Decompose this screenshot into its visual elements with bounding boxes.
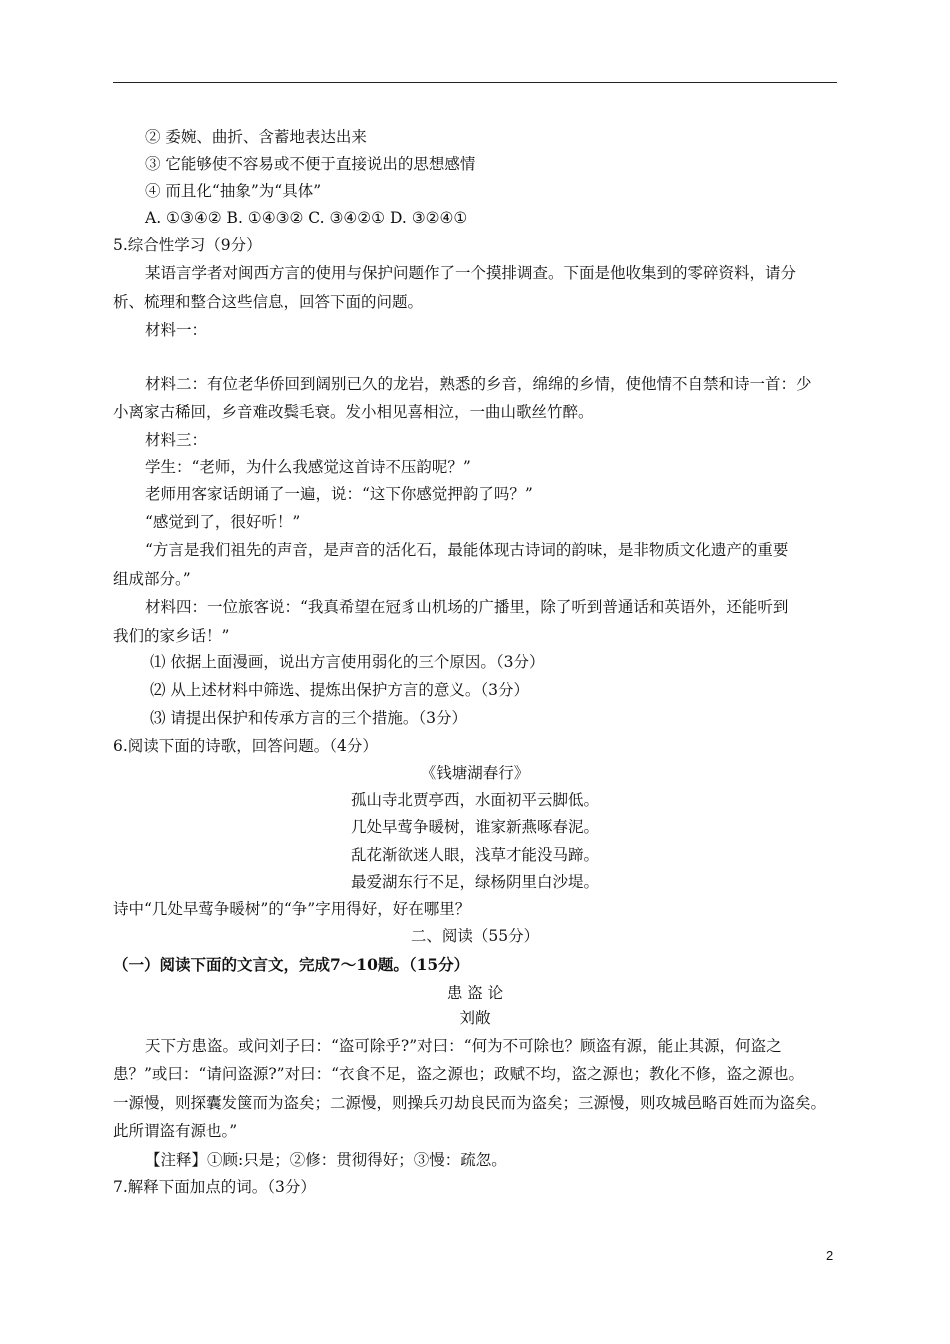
poem-line: 孤山寺北贾亭西，水面初平云脚低。 xyxy=(350,791,599,809)
material-4-line: 材料四：一位旅客说：“我真希望在冠豸山机场的广播里，除了听到普通话和英语外，还能听到 xyxy=(145,598,789,616)
dialogue-line: “感觉到了，很好听！” xyxy=(145,513,301,531)
option-line-3: ③ 它能够使不容易或不便于直接说出的思想感情 xyxy=(145,155,476,173)
subquestion-1: ⑴ 依据上面漫画，说出方言使用弱化的三个原因。（3分） xyxy=(150,653,545,671)
essay-line: 此所谓盗有源也。” xyxy=(113,1122,238,1140)
essay-author: 刘敞 xyxy=(459,1009,491,1027)
question-6-prompt: 诗中“几处早莺争暖树”的“争”字用得好，好在哪里？ xyxy=(113,900,471,918)
question-5-heading: 5.综合性学习（9分） xyxy=(113,236,262,254)
subquestion-3: ⑶ 请提出保护和传承方言的三个措施。（3分） xyxy=(150,709,468,727)
answer-choices: A. ①③④② B. ①④③② C. ③④②① D. ③②④① xyxy=(145,209,468,227)
essay-line: 一源慢，则探囊发箧而为盗矣；二源慢，则操兵刃劫良民而为盗矣；三源慢，则攻城邑略百姓而为盗矣。 xyxy=(113,1094,827,1112)
subquestion-2: ⑵ 从上述材料中筛选、提炼出保护方言的意义。（3分） xyxy=(150,681,530,699)
header-rule xyxy=(113,82,837,83)
dialogue-line: 老师用客家话朗诵了一遍，说：“这下你感觉押韵了吗？” xyxy=(145,485,533,503)
material-4-line: 我们的家乡话！” xyxy=(113,627,230,645)
option-line-4: ④ 而且化“抽象”为“具体” xyxy=(145,182,322,200)
material-2-line: 材料二：有位老华侨回到阔别已久的龙岩，熟悉的乡音，绵绵的乡情，使他情不自禁和诗一首：少 xyxy=(145,375,812,393)
section-heading: 二、阅读（55分） xyxy=(410,927,540,945)
dialogue-line: 组成部分。” xyxy=(113,570,191,588)
page-number: 2 xyxy=(826,1248,834,1263)
question-6-heading: 6.阅读下面的诗歌，回答问题。（4分） xyxy=(113,737,378,755)
paragraph-line: 某语言学者对闽西方言的使用与保护问题作了一个摸排调查。下面是他收集到的零碎资料，请分 xyxy=(145,264,797,282)
poem-title: 《钱塘湖春行》 xyxy=(420,764,530,782)
material-3-label: 材料三： xyxy=(145,431,208,449)
poem-line: 几处早莺争暖树，谁家新燕啄春泥。 xyxy=(350,818,599,836)
question-7-heading: 7.解释下面加点的词。（3分） xyxy=(113,1178,316,1196)
dialogue-line: 学生：“老师，为什么我感觉这首诗不压韵呢？” xyxy=(145,458,471,476)
essay-title: 患 盗 论 xyxy=(446,984,504,1002)
dialogue-line: “方言是我们祖先的声音，是声音的活化石，最能体现古诗词的韵味，是非物质文化遗产的重要 xyxy=(145,541,789,559)
poem-line: 最爱湖东行不足，绿杨阴里白沙堤。 xyxy=(350,873,599,891)
essay-line: 天下方患盗。或问刘子曰：“盗可除乎?”对曰：“何为不可除也？顾盗有源，能止其源，何盗之 xyxy=(145,1037,782,1055)
option-line-2: ② 委婉、曲折、含蓄地表达出来 xyxy=(145,128,367,146)
poem-line: 乱花渐欲迷人眼，浅草才能没马蹄。 xyxy=(350,846,599,864)
subsection-heading: （一）阅读下面的文言文，完成7～10题。（15分） xyxy=(113,955,470,974)
material-1-label: 材料一： xyxy=(145,321,208,339)
material-2-line: 小离家古稀回，乡音难改鬓毛衰。发小相见喜相泣，一曲山歌丝竹醉。 xyxy=(113,403,594,421)
annotation-line: 【注释】①顾:只是；②修：贯彻得好；③慢：疏忽。 xyxy=(145,1151,507,1169)
essay-line: 患？”或曰：“请问盗源?”对曰：“衣食不足，盗之源也；政赋不均，盗之源也；教化不修，盗之源也。 xyxy=(113,1065,805,1083)
paragraph-line: 析、梳理和整合这些信息，回答下面的问题。 xyxy=(113,293,424,311)
